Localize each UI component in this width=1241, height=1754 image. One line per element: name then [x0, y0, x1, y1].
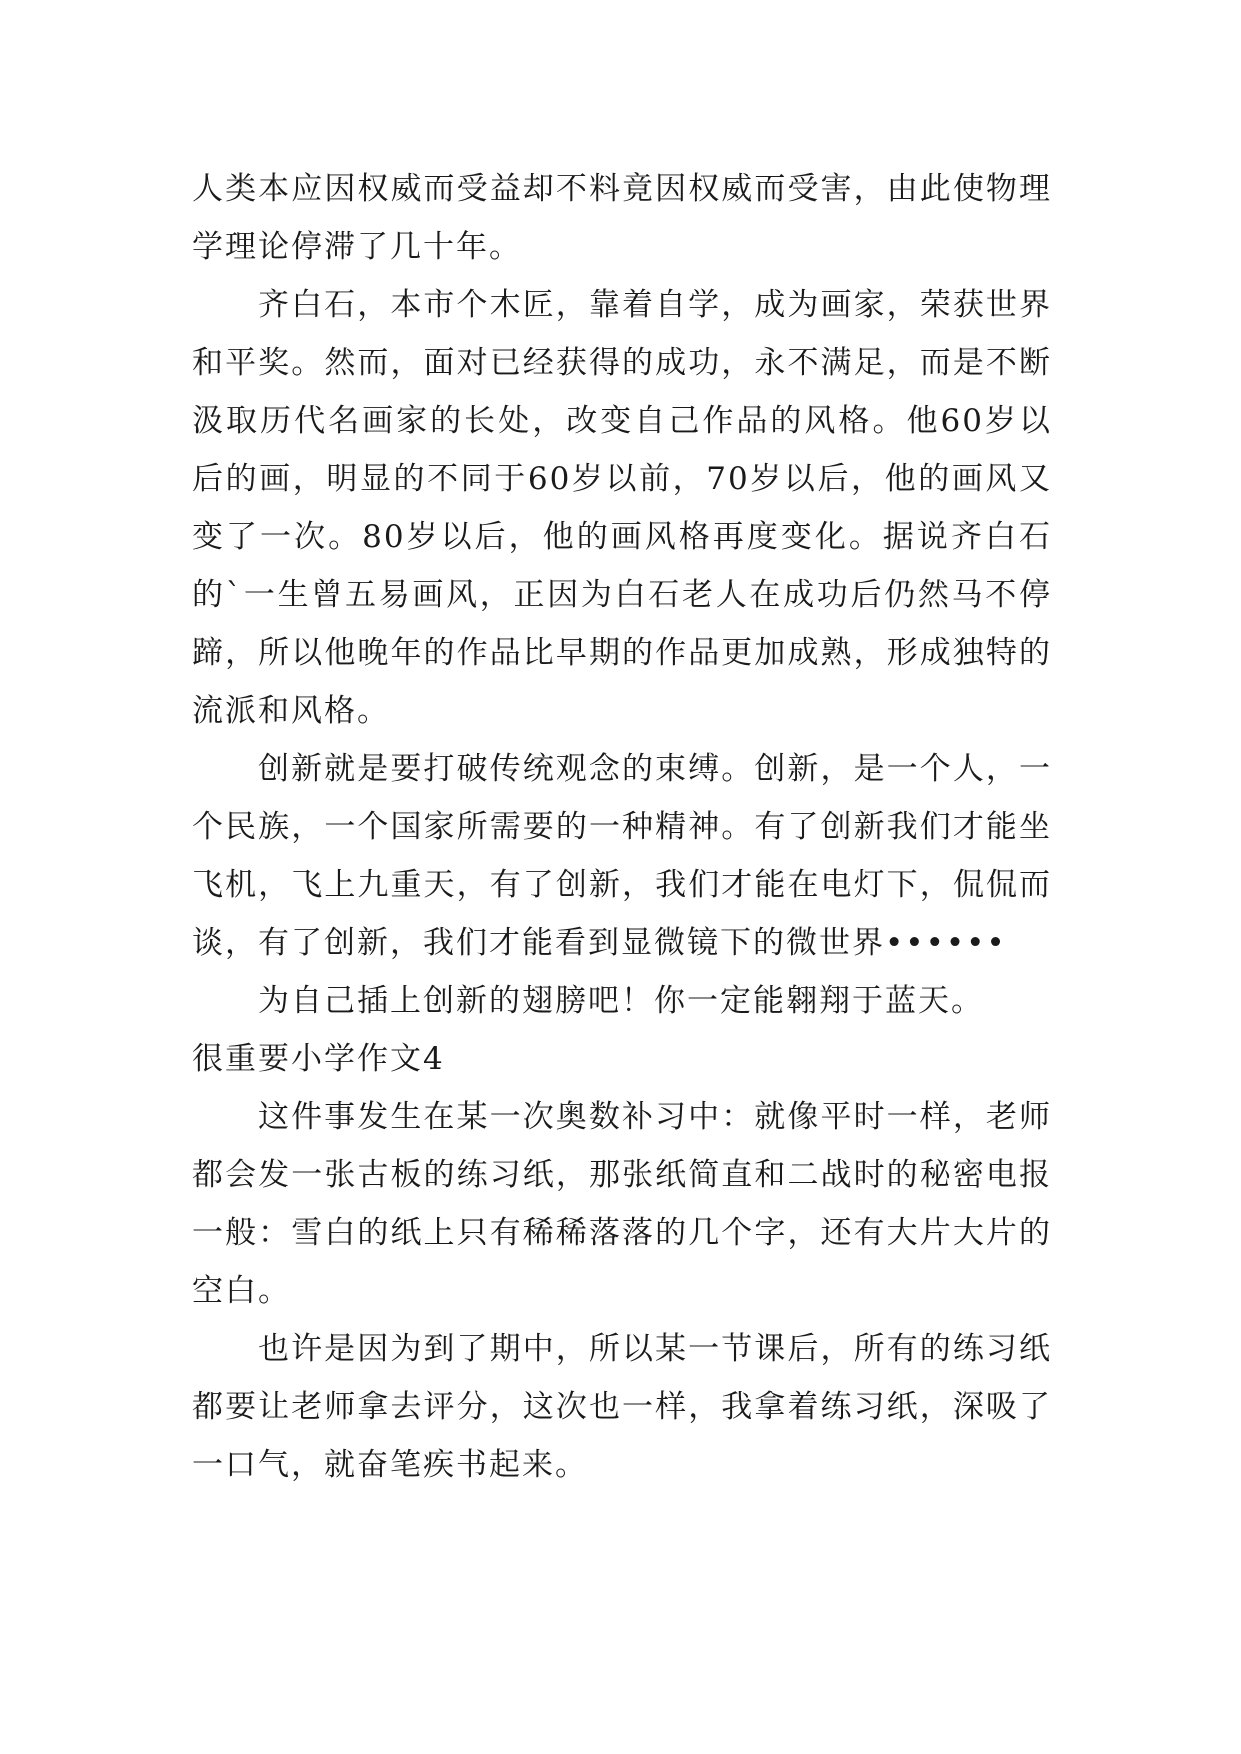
paragraph-midterm: 也许是因为到了期中，所以某一节课后，所有的练习纸都要让老师拿去评分，这次也一样，我拿着练习纸，深吸了一口气，就奋笔疾书起来。 — [192, 1331, 1052, 1483]
paragraph-wings: 为自己插上创新的翅膀吧！你一定能翱翔于蓝天。 — [258, 983, 984, 1019]
section-title: 很重要小学作文4 — [192, 1041, 445, 1077]
paragraph-qi-baishi: 齐白石，本市个木匠，靠着自学，成为画家，荣获世界和平奖。然而，面对已经获得的成功，永不满足，而是不断汲取历代名画家的长处，改变自己作品的风格。他60岁以后的画，明显的不同于60岁以前，70岁以后，他的画风又变了一次。80岁以后，他的画风格再度变化。据说齐白石的`一生曾五易画风，正因为白石老人在成功后仍然马不停蹄，所以他晚年的作品比早期的作品更加成熟，形成独特的流派和风格。 — [192, 287, 1052, 729]
document-body — [192, 160, 1052, 1494]
paragraph-continuation: 人类本应因权威而受益却不料竟因权威而受害，由此使物理学理论停滞了几十年。 — [192, 171, 1052, 265]
paragraph-innovation: 创新就是要打破传统观念的束缚。创新，是一个人，一个民族，一个国家所需要的一种精神。有了创新我们才能坐飞机，飞上九重天，有了创新，我们才能在电灯下，侃侃而谈，有了创新，我们才能看到显微镜下的微世界•••••• — [192, 751, 1052, 961]
paragraph-math-class: 这件事发生在某一次奥数补习中：就像平时一样，老师都会发一张古板的练习纸，那张纸简直和二战时的秘密电报一般：雪白的纸上只有稀稀落落的几个字，还有大片大片的空白。 — [192, 1099, 1052, 1309]
